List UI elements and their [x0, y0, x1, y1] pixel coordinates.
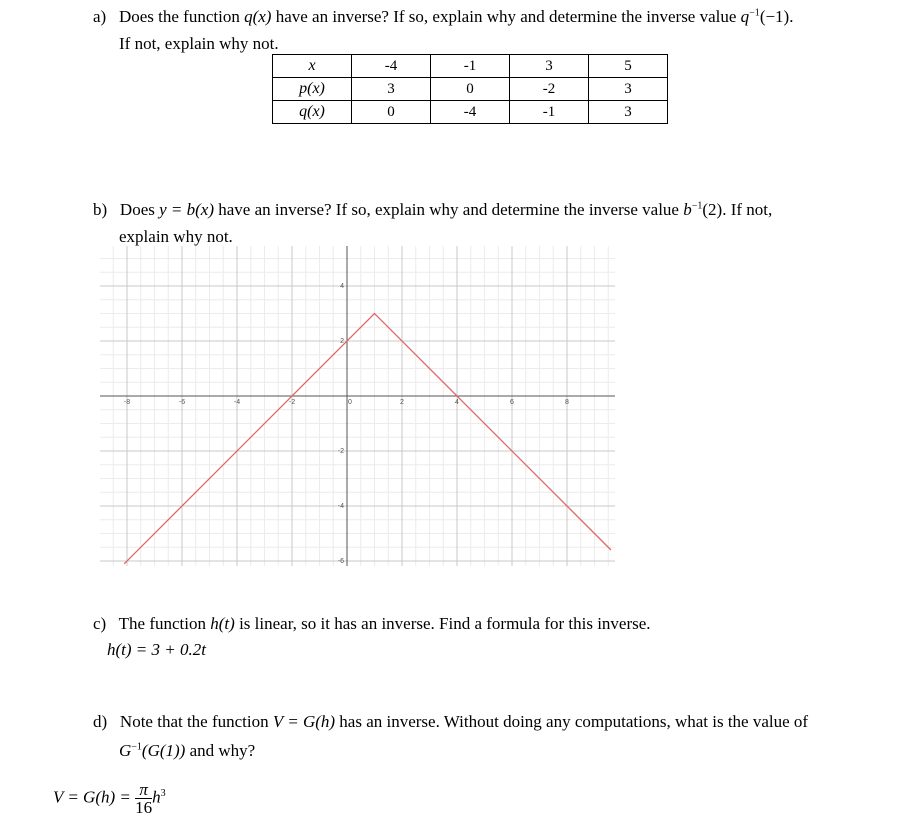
table-cell: -1: [431, 55, 510, 78]
question-c-label: c): [93, 614, 107, 633]
table-cell: 5: [589, 55, 668, 78]
inverse-superscript: −1: [749, 7, 760, 19]
function-V: V = G(h): [272, 712, 336, 731]
x-tick-label: -8: [123, 399, 131, 406]
x-tick-label: -6: [178, 399, 186, 406]
question-a-label: a): [93, 7, 107, 26]
question-b-text: Does: [119, 200, 160, 219]
fraction-numerator: π: [135, 781, 152, 799]
inverse-argument: (G(1)): [141, 741, 186, 760]
table-cell: 0: [431, 78, 510, 101]
question-d: [93, 712, 808, 732]
formula-V-lhs: V = G(h) =: [53, 787, 131, 807]
x-tick-label: 8: [565, 399, 569, 406]
table-cell: 3: [510, 55, 589, 78]
inverse-b: b: [683, 200, 692, 219]
fraction-denominator: 16: [135, 798, 153, 817]
inverse-argument: (2).: [702, 200, 727, 219]
table-header-q: q(x): [273, 101, 352, 124]
question-b-text-end: If not,: [726, 200, 773, 219]
axes: [100, 246, 615, 566]
question-b-text-mid: have an inverse? If so, explain why and determine the inverse value: [214, 200, 684, 219]
formula-V: [53, 781, 166, 816]
question-c: [93, 614, 651, 634]
question-a-text-mid: have an inverse? If so, explain why and determine the inverse value: [271, 7, 741, 26]
formula-variable: h: [152, 787, 161, 807]
inverse-G: G: [119, 741, 132, 760]
table-cell: -1: [510, 101, 589, 124]
y-tick-label: -6: [337, 558, 344, 565]
table-header-x: x: [273, 55, 352, 78]
inverse-argument: (−1).: [759, 7, 794, 26]
x-tick-label: 0: [348, 399, 352, 406]
fraction: [135, 781, 152, 816]
question-c-text-end: is linear, so it has an inverse. Find a formula for this inverse.: [234, 614, 651, 633]
table-cell: 3: [589, 78, 668, 101]
x-tick-label: 2: [400, 399, 404, 406]
question-d-line2: [119, 741, 255, 761]
inverse-superscript: −1: [691, 200, 703, 212]
inverse-superscript: −1: [131, 741, 142, 753]
series-line-b: [124, 314, 611, 564]
table-cell: -4: [431, 101, 510, 124]
question-a-text: Does the function: [118, 7, 245, 26]
formula-exponent: 3: [160, 787, 166, 799]
table-cell: -4: [352, 55, 431, 78]
question-b-label: b): [93, 200, 108, 219]
question-d-label: d): [93, 712, 108, 731]
y-tick-label: 2: [340, 338, 344, 345]
x-tick-label: -4: [233, 399, 241, 406]
y-tick-label: -4: [337, 503, 344, 510]
grid-minor: [100, 246, 615, 566]
table-cell: 3: [589, 101, 668, 124]
question-c-text: The function: [118, 614, 211, 633]
question-b-line2: explain why not.: [119, 227, 233, 246]
table-cell: 0: [352, 101, 431, 124]
formula-h: h(t) = 3 + 0.2t: [107, 640, 206, 659]
function-q: q(x): [244, 7, 272, 26]
x-tick-label: 6: [510, 399, 514, 406]
table-cell: -2: [510, 78, 589, 101]
x-tick-label: -2: [288, 399, 296, 406]
series-layer: [124, 314, 611, 564]
question-a-line2: If not, explain why not.: [119, 34, 279, 53]
inverse-q: q: [740, 7, 750, 26]
function-h: h(t): [210, 614, 235, 633]
function-b: y = b(x): [159, 200, 215, 219]
x-tick-label: 4: [455, 399, 459, 406]
y-tick-label: -2: [337, 448, 344, 455]
table-header-p: p(x): [273, 78, 352, 101]
question-d-text-end: and why?: [185, 741, 256, 760]
y-tick-label: 4: [340, 283, 344, 290]
question-d-text: Note that the function: [119, 712, 273, 731]
question-d-text-end: has an inverse. Without doing any computations, what is the value of: [335, 712, 809, 731]
grid-major: [100, 246, 615, 566]
table-cell: 3: [352, 78, 431, 101]
